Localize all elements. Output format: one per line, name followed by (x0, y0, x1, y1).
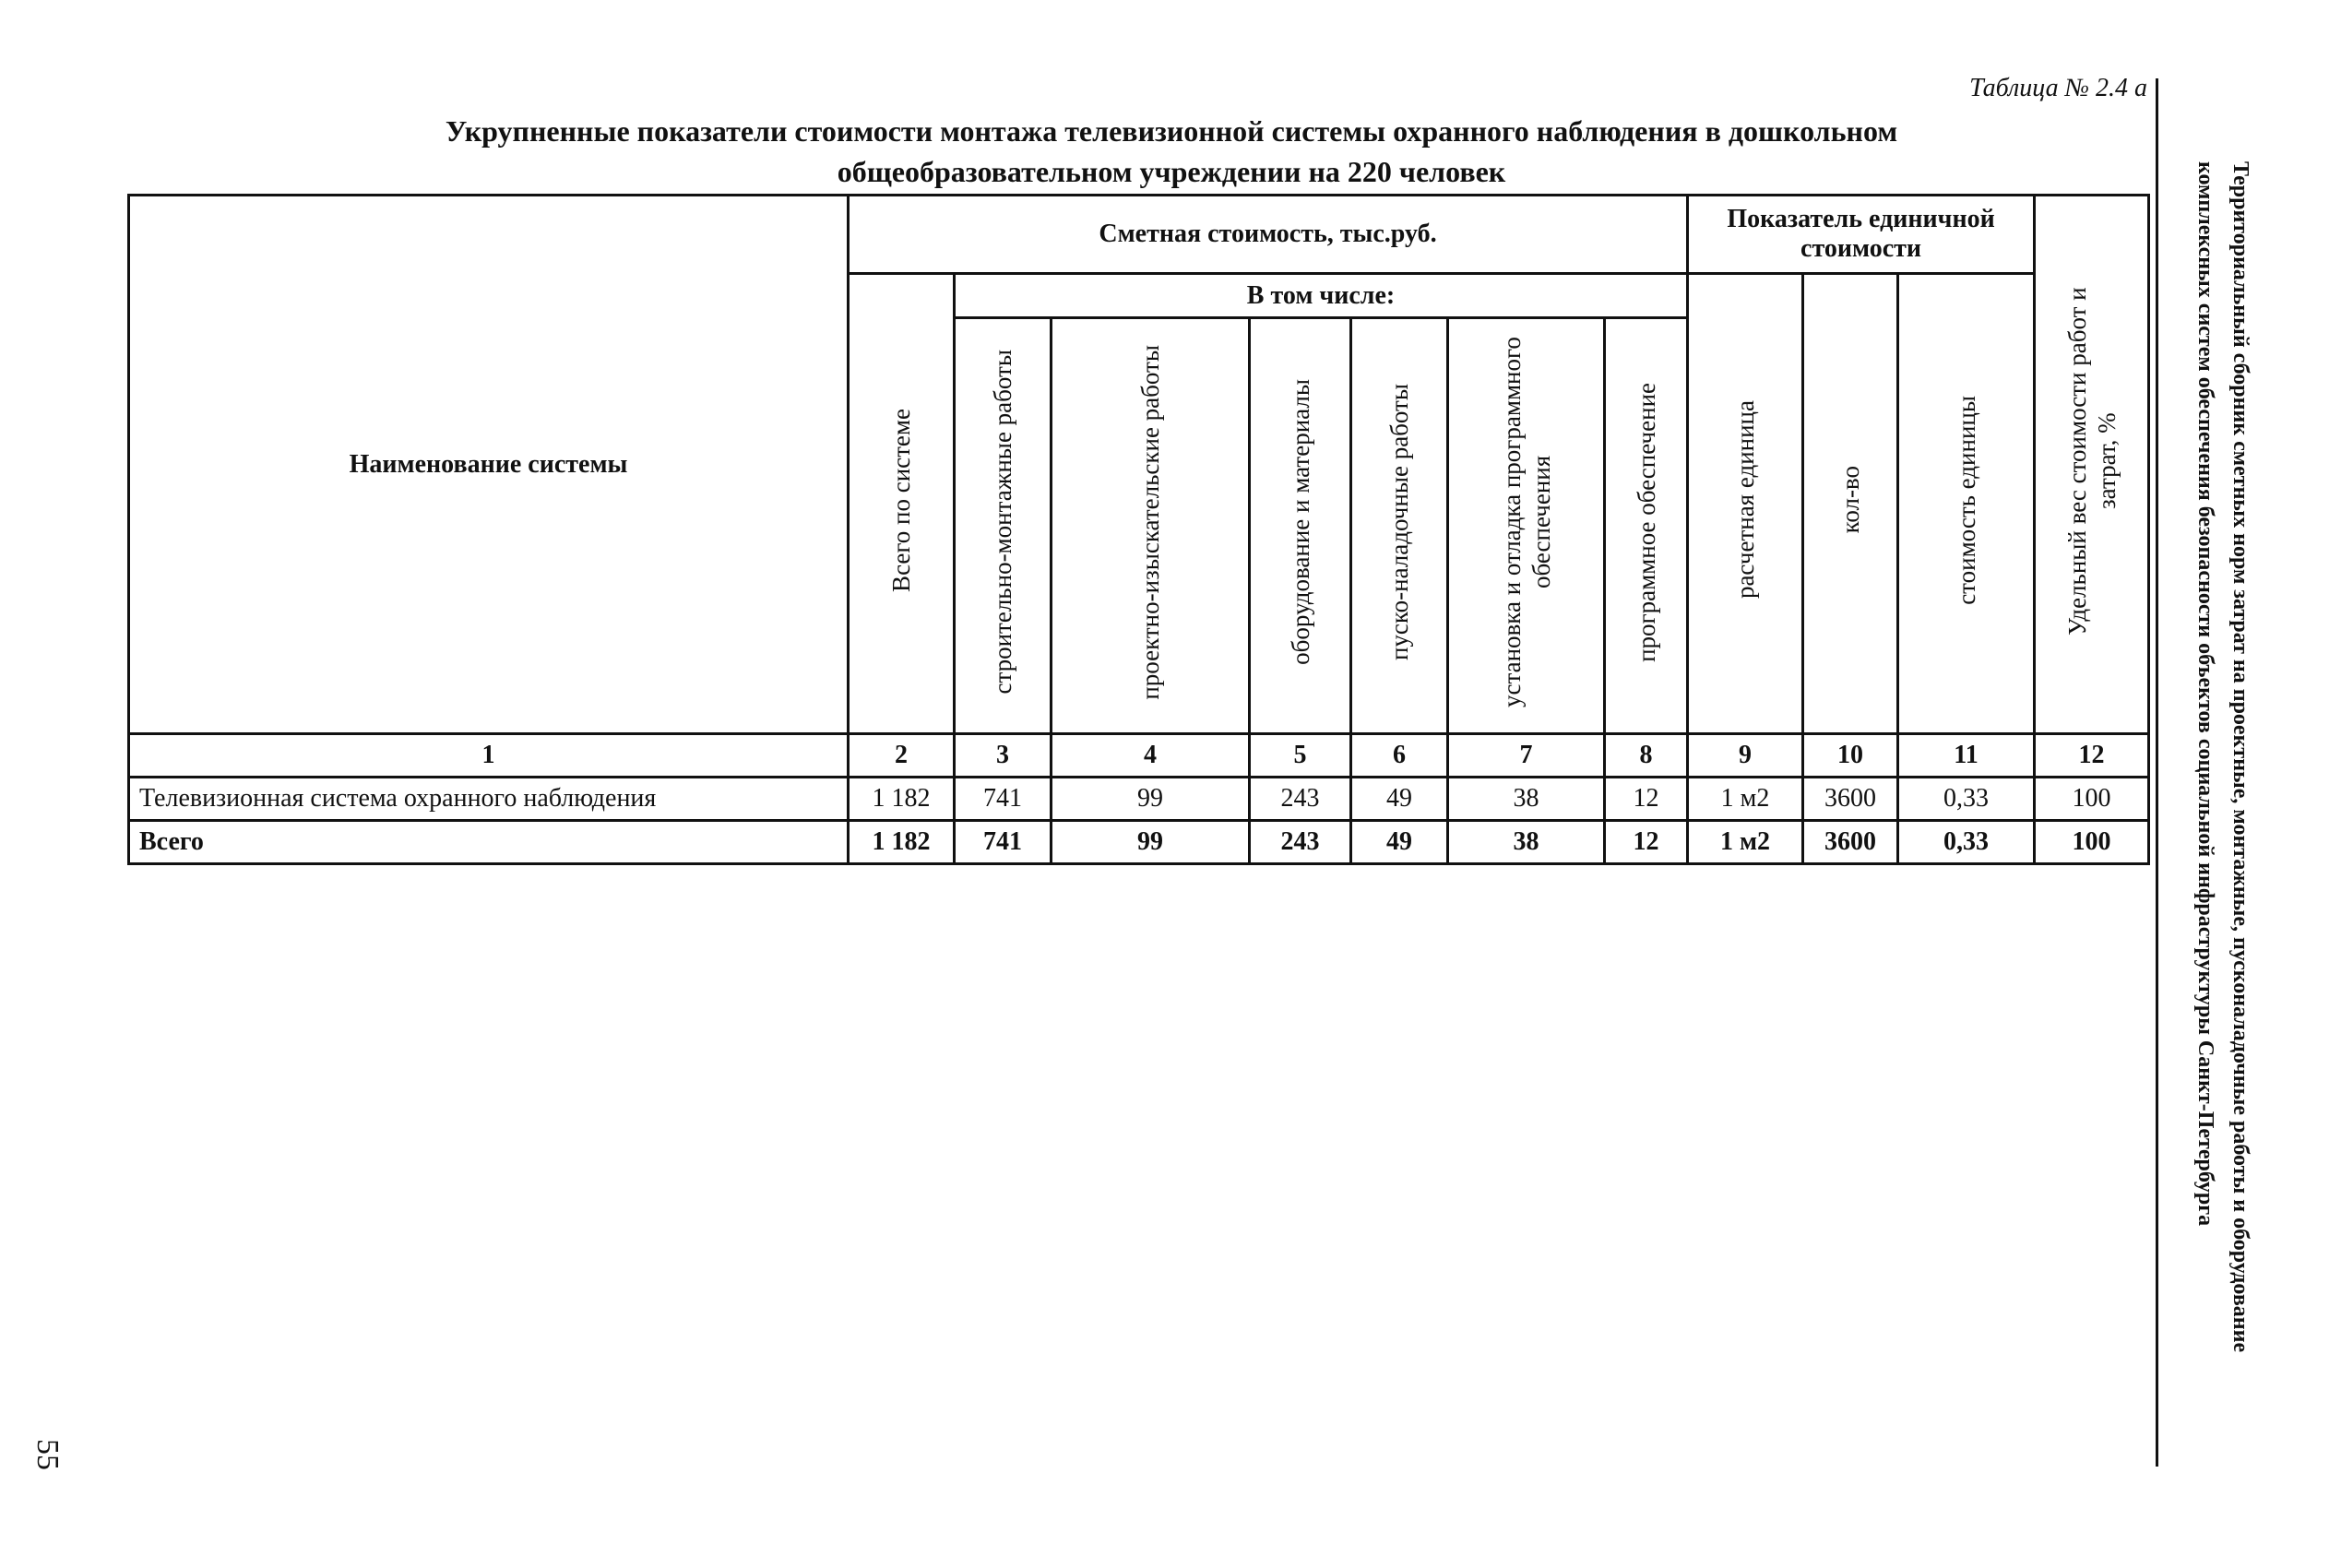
col-num: 2 (849, 734, 955, 778)
cell-qty: 3600 (1803, 821, 1898, 864)
cell-calc-unit: 1 м2 (1688, 778, 1803, 821)
cell-qty: 3600 (1803, 778, 1898, 821)
cell-software-setup: 38 (1448, 821, 1605, 864)
header-qty: кол-во (1803, 274, 1898, 734)
header-unit-cost: стоимость единицы (1898, 274, 2035, 734)
col-num: 10 (1803, 734, 1898, 778)
table-row-total (129, 821, 2149, 864)
column-number-row (129, 734, 2149, 778)
table-row (129, 778, 2149, 821)
col-num: 1 (129, 734, 849, 778)
cost-table (127, 194, 2150, 865)
col-num: 12 (2035, 734, 2149, 778)
cell-software: 12 (1605, 778, 1688, 821)
cell-design: 99 (1052, 778, 1250, 821)
title-line-1: Укрупненные показатели стоимости монтажа телевизионной системы охранного наблюдения в дошкольном (445, 114, 1898, 148)
cell-construction: 741 (955, 778, 1052, 821)
cell-calc-unit: 1 м2 (1688, 821, 1803, 864)
title-line-2: общеобразовательном учреждении на 220 человек (837, 155, 1506, 188)
page-title (129, 111, 2214, 192)
header-calc-unit: расчетная единица (1688, 274, 1803, 734)
page-number: 55 (30, 1439, 65, 1470)
cell-share: 100 (2035, 821, 2149, 864)
cell-system-name: Телевизионная система охранного наблюдения (129, 778, 849, 821)
cell-design: 99 (1052, 821, 1250, 864)
col-num: 6 (1351, 734, 1448, 778)
cell-unit-cost: 0,33 (1898, 778, 2035, 821)
cell-software: 12 (1605, 821, 1688, 864)
col-num: 8 (1605, 734, 1688, 778)
side-caption: Территориальный сборник сметных норм затрат на проектные, монтажные, пусконаладочные работы и оборудование комплексных систем обеспечения безопасности объектов социальной инфраструктуры Санкт-Петербурга (2193, 161, 2252, 1353)
cell-software-setup: 38 (1448, 778, 1605, 821)
cell-unit-cost: 0,33 (1898, 821, 2035, 864)
cell-total: 1 182 (849, 778, 955, 821)
header-commissioning: пуско-наладочные работы (1351, 318, 1448, 734)
col-num: 4 (1052, 734, 1250, 778)
header-total: Всего по системе (849, 274, 955, 734)
vertical-rule (2156, 78, 2158, 1467)
cell-commissioning: 49 (1351, 778, 1448, 821)
header-software: программное обеспечение (1605, 318, 1688, 734)
header-estimate: Сметная стоимость, тыс.руб. (849, 196, 1688, 274)
col-num: 5 (1250, 734, 1351, 778)
cell-commissioning: 49 (1351, 821, 1448, 864)
cell-share: 100 (2035, 778, 2149, 821)
header-name: Наименование системы (129, 196, 849, 734)
header-construction: строительно-монтажные работы (955, 318, 1052, 734)
header-share: Удельный вес стоимости работ и затрат, % (2035, 196, 2149, 734)
cell-equipment: 243 (1250, 778, 1351, 821)
header-equipment: оборудование и материалы (1250, 318, 1351, 734)
header-design: проектно-изыскательские работы (1052, 318, 1250, 734)
col-num: 3 (955, 734, 1052, 778)
cell-system-name: Всего (129, 821, 849, 864)
col-num: 11 (1898, 734, 2035, 778)
cell-equipment: 243 (1250, 821, 1351, 864)
cell-construction: 741 (955, 821, 1052, 864)
col-num: 7 (1448, 734, 1605, 778)
header-including: В том числе: (955, 274, 1688, 318)
col-num: 9 (1688, 734, 1803, 778)
table-label: Таблица № 2.4 а (1969, 74, 2147, 102)
header-software-setup: установка и отладка программного обеспечения (1448, 318, 1605, 734)
cell-total: 1 182 (849, 821, 955, 864)
header-unit-indicator: Показатель единичной стоимости (1688, 196, 2035, 274)
